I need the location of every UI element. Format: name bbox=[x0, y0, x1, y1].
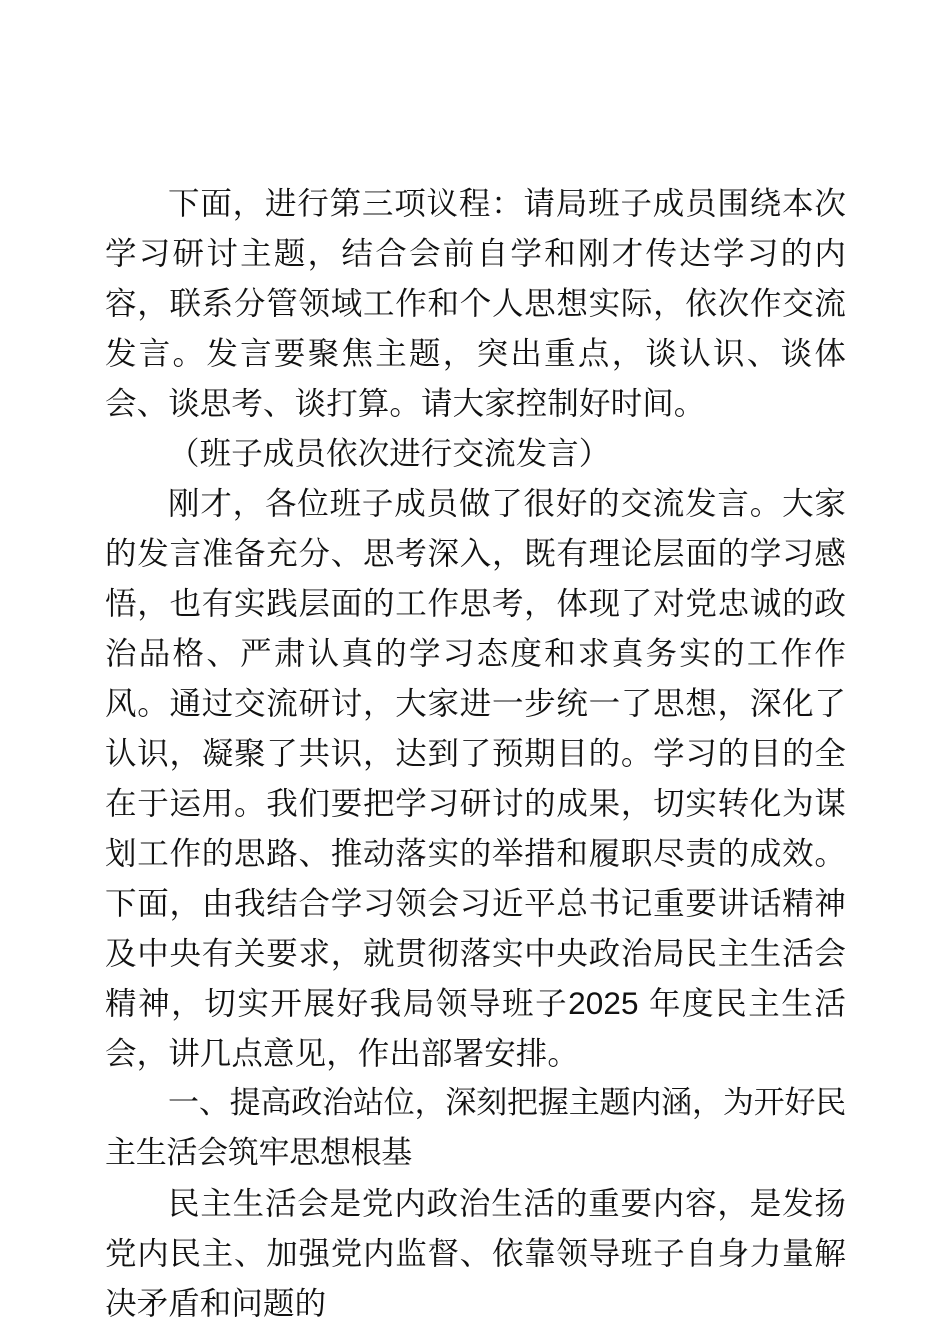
paragraph-stage-direction: （班子成员依次进行交流发言） bbox=[168, 435, 611, 471]
paragraph-agenda-item-three: 下面，进行第三项议程：请局班子成员围绕本次学习研讨主题，结合会前自学和刚才传达学习的内容，联系分管领域工作和个人思想实际，依次作交流发言。发言要聚焦主题，突出重点，谈认识、谈体会、谈思考、谈打算。请大家控制好时间。 bbox=[105, 185, 846, 421]
document-text-column bbox=[105, 178, 846, 1328]
paragraph-democratic-life-meeting-definition: 民主生活会是党内政治生活的重要内容，是发扬党内民主、加强党内监督、依靠领导班子自身力量解决矛盾和问题的 bbox=[105, 1185, 846, 1321]
section-heading-one: 一、提高政治站位，深刻把握主题内涵，为开好民主生活会筑牢思想根基 bbox=[105, 1085, 846, 1171]
paragraph-summary-of-discussion: 刚才，各位班子成员做了很好的交流发言。大家的发言准备充分、思考深入，既有理论层面的学习感悟，也有实践层面的工作思考，体现了对党忠诚的政治品格、严肃认真的学习态度和求真务实的工作作风。通过交流研讨，大家进一步统一了思想，深化了认识，凝聚了共识，达到了预期目的。学习的目的全在于运用。我们要把学习研讨的成果，切实转化为谋划工作的思路、推动落实的举措和履职尽责的成效。下面，由我结合学习领会习近平总书记重要讲话精神及中央有关要求，就贯彻落实中央政治局民主生活会精神，切实开展好我局领导班子2025 年度民主生活会，讲几点意见，作出部署安排。 bbox=[105, 485, 846, 1071]
